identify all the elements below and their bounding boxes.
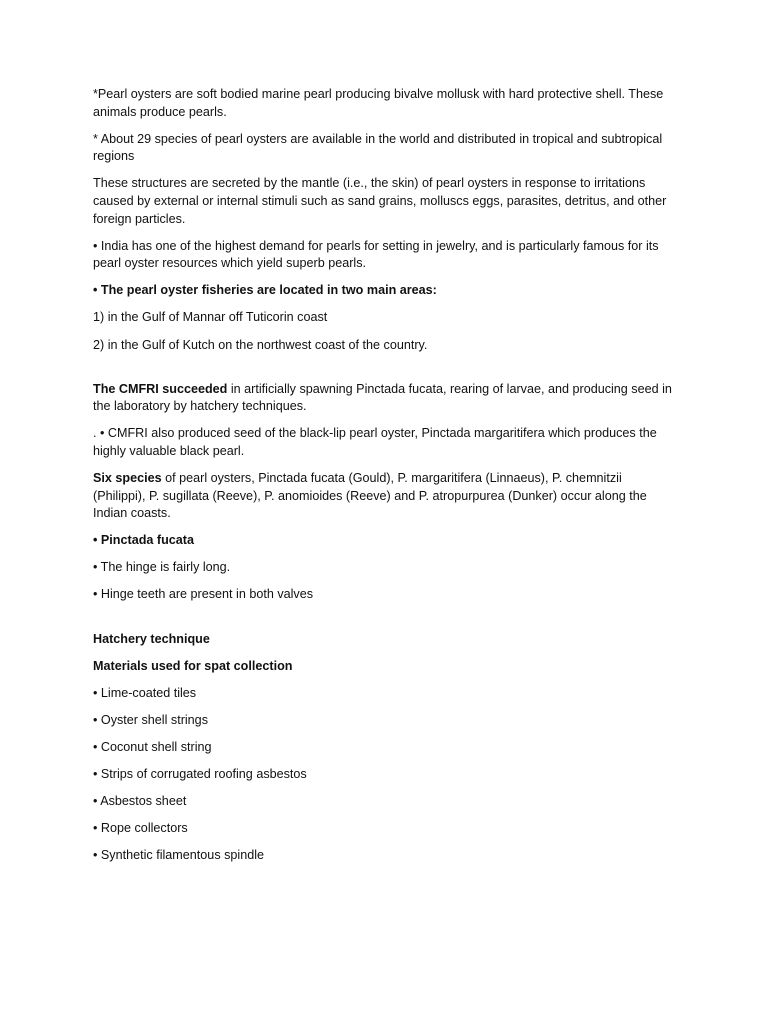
list-item: • Oyster shell strings	[93, 712, 208, 727]
paragraph-mantle: These structures are secreted by the mantle (i.e., the skin) of pearl oysters in response to irritations caused by external or internal stimuli such as sand grains, molluscs eggs, parasites, detritus, and other foreign particles.	[93, 176, 667, 226]
six-species-bold: Six species	[93, 471, 162, 485]
paragraph-gulf-mannar: 1) in the Gulf of Mannar off Tuticorin coast	[93, 310, 328, 325]
paragraph-six-species	[93, 470, 675, 523]
cmfri-succeeded-bold: The CMFRI succeeded	[93, 381, 228, 396]
list-item: • Rope collectors	[93, 821, 188, 836]
paragraph-fisheries-heading	[93, 282, 675, 300]
list-item: • Lime-coated tiles	[93, 685, 197, 700]
spacer	[93, 614, 675, 631]
paragraph-species-count: * About 29 species of pearl oysters are available in the world and distributed in tropical and subtropical regions	[93, 131, 663, 164]
paragraph-cmfri-succeeded	[93, 381, 675, 416]
paragraph-hinge-long: • The hinge is fairly long.	[93, 560, 231, 575]
pinctada-fucata-heading: • Pinctada fucata	[93, 533, 194, 548]
fisheries-heading-text: • The pearl oyster fisheries are located in two main areas:	[93, 283, 437, 298]
paragraph-intro: *Pearl oysters are soft bodied marine pearl producing bivalve mollusk with hard protective shell. These animals produce pearls.	[93, 87, 664, 119]
paragraph-india-demand: • India has one of the highest demand for pearls for setting in jewelry, and is particularly famous for its pearl oyster resources which yield superb pearls.	[93, 238, 659, 271]
paragraph-gulf-kutch: 2) in the Gulf of Kutch on the northwest coast of the country.	[93, 337, 428, 352]
spacer	[93, 364, 675, 381]
paragraph-hinge-teeth: • Hinge teeth are present in both valves	[93, 587, 314, 602]
materials-heading-text: Materials used for spat collection	[93, 658, 293, 673]
heading-materials	[93, 658, 675, 676]
hatchery-heading-text: Hatchery technique	[93, 631, 210, 646]
six-species-text: of pearl oysters, Pinctada fucata (Gould), P. margaritifera (Linnaeus), P. chemnitzii (Philippi), P. sugillata (Reeve), P. anomioides (Reeve) and P. atropurpurea (Dunker) occur along the Indian coasts.	[93, 471, 647, 521]
heading-hatchery	[93, 631, 675, 649]
list-item: • Asbestos sheet	[93, 794, 187, 809]
list-item: • Strips of corrugated roofing asbestos	[93, 767, 307, 782]
document-page	[93, 86, 675, 874]
list-item: • Synthetic filamentous spindle	[93, 848, 265, 863]
paragraph-pinctada-fucata	[93, 532, 675, 550]
paragraph-black-lip: . • CMFRI also produced seed of the black-lip pearl oyster, Pinctada margaritifera which produces the highly valuable black pearl.	[93, 426, 657, 458]
list-item: • Coconut shell string	[93, 739, 212, 754]
cmfri-succeeded-text: in artificially spawning Pinctada fucata, rearing of larvae, and producing seed in the laboratory by hatchery techniques.	[93, 381, 672, 414]
